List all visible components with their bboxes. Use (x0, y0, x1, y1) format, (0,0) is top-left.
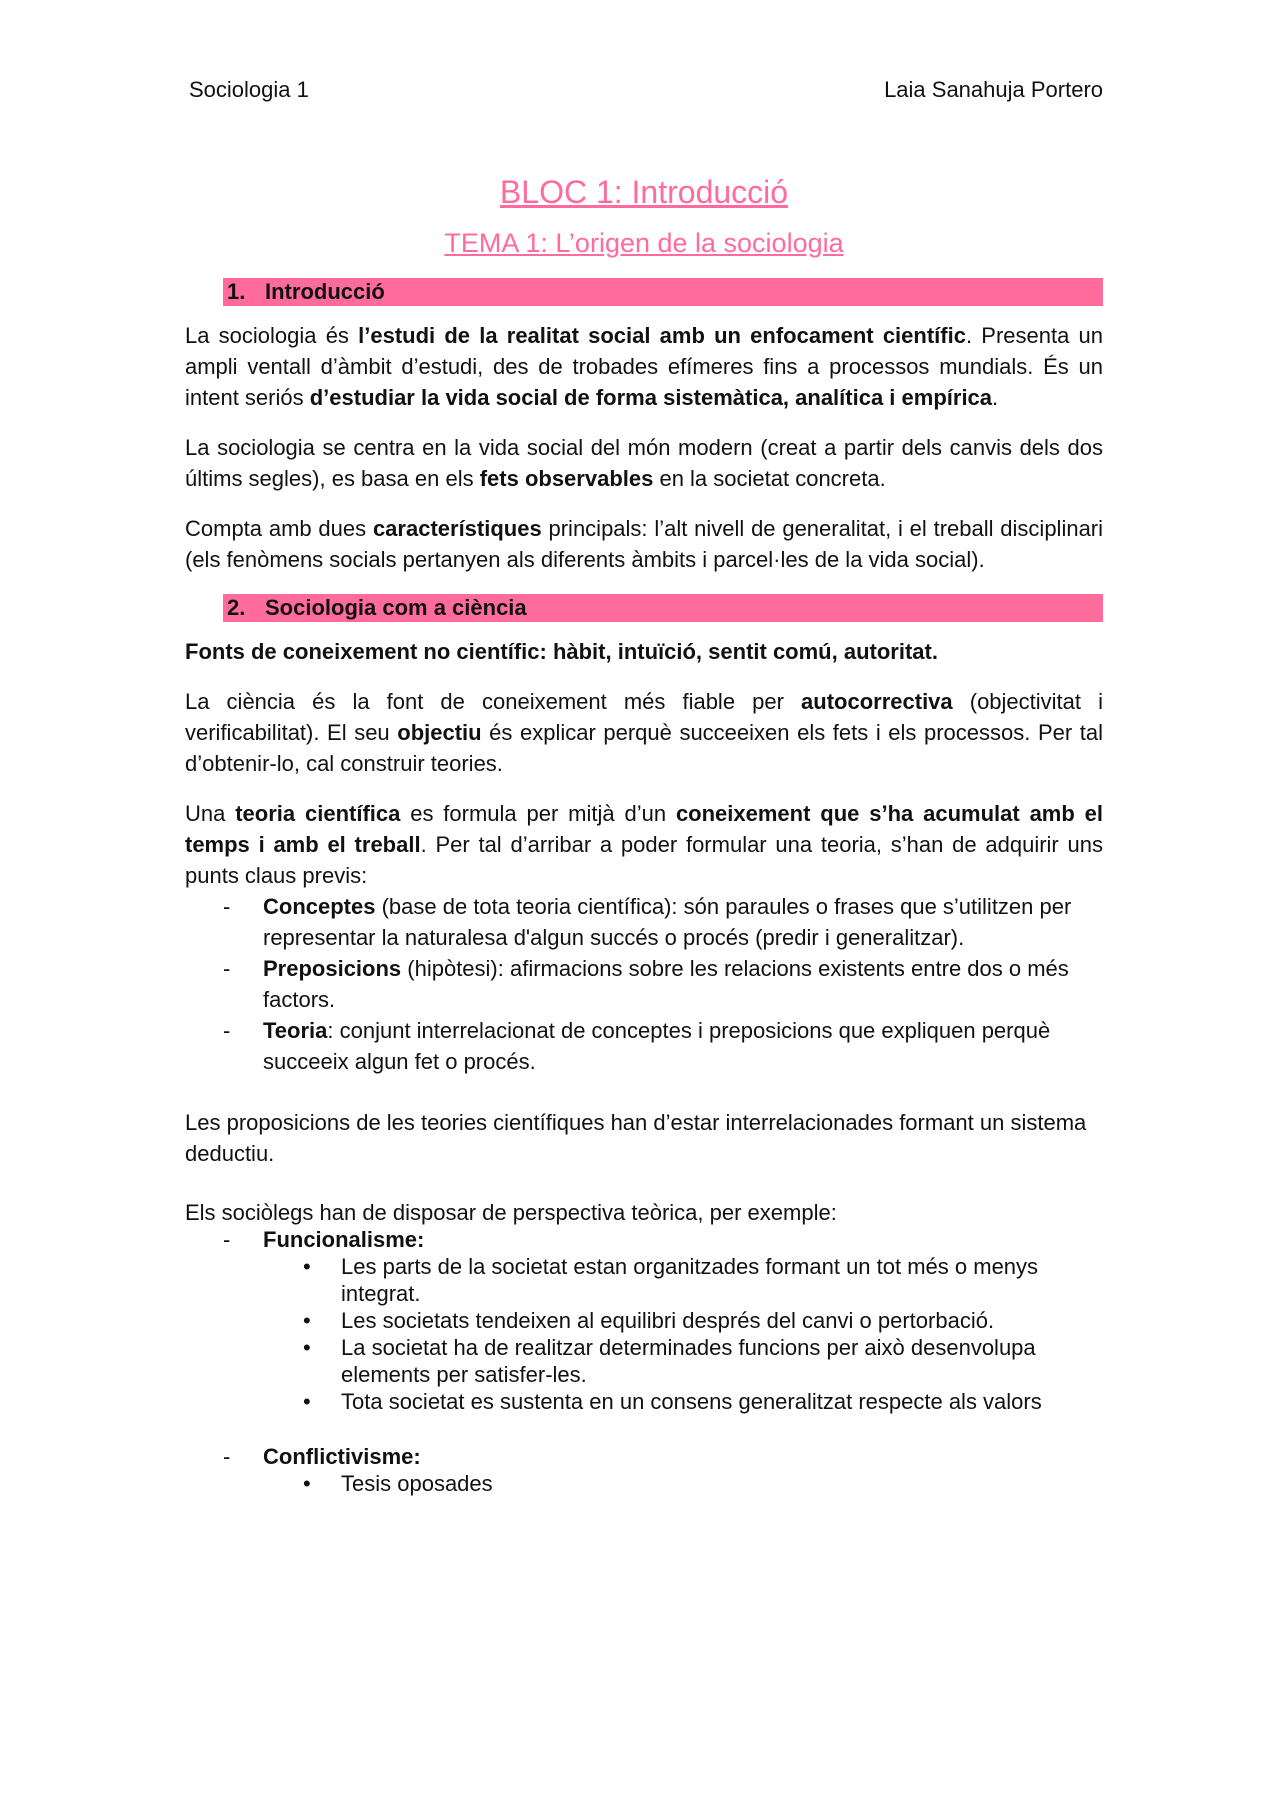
key-points-list (185, 891, 1103, 1077)
bold-text: l’estudi de la realitat social amb un enfocament científic (358, 323, 966, 348)
text: Compta amb dues (185, 516, 373, 541)
bold-text: Preposicions (263, 956, 402, 981)
bullet-marker: • (303, 1254, 311, 1279)
paragraph (185, 513, 1103, 575)
header-course: Sociologia 1 (189, 77, 309, 102)
bold-text: d’estudiar la vida social de forma sistemàtica, analítica i empírica (309, 385, 993, 410)
list-item (263, 1388, 1103, 1415)
bold-text: Conceptes (263, 894, 376, 919)
section-title: Introducció (265, 279, 385, 304)
funcionalisme-points (185, 1253, 1103, 1415)
paragraph (185, 798, 1103, 891)
text: : conjunt interrelacionat de conceptes i preposicions que expliquen perquè succeeix algun fet o procés. (263, 1018, 1051, 1074)
list-item (185, 953, 1103, 1015)
paragraph (185, 320, 1103, 413)
dash-marker: - (223, 1018, 231, 1043)
bloc-title: BLOC 1: Introducció (499, 174, 789, 210)
bold-text: Funcionalisme: (263, 1227, 425, 1252)
text: Les societats tendeixen al equilibri després del canvi o pertorbació. (341, 1308, 995, 1333)
text: (base de tota teoria científica): són paraules o frases que s’utilitzen per representar la naturalesa d'algun succés o procés (predir i generalitzar). (263, 894, 1072, 950)
list-item (185, 1015, 1103, 1077)
paragraph (185, 432, 1103, 494)
text: és explicar perquè succeeixen els fets i els processos. Per tal d’obtenir-lo, cal construir teories. (185, 720, 1103, 776)
list-item-funcionalisme (185, 1226, 1103, 1253)
conflictivisme-points (185, 1470, 1103, 1497)
perspectives-list (185, 1226, 1103, 1253)
tema-title: TEMA 1: L’origen de la sociologia (444, 228, 844, 258)
paragraph: Els sociòlegs han de disposar de perspectiva teòrica, per exemple: (185, 1200, 837, 1225)
text: Les parts de la societat estan organitzades formant un tot més o menys integrat. (341, 1254, 1039, 1306)
spacer (185, 1415, 1103, 1443)
list-item-conflictivisme (185, 1443, 1103, 1470)
text: Una (185, 801, 236, 826)
dash-marker: - (223, 956, 231, 981)
dash-marker: - (223, 894, 231, 919)
section-title: Sociologia com a ciència (265, 595, 527, 620)
bold-text: autocorrectiva (801, 689, 953, 714)
bold-text: coneixement que s’ha acumulat amb el temps i amb el treball (185, 801, 1104, 857)
paragraph: Les proposicions de les teories científiques han d’estar interrelacionades formant un sistema deductiu. (185, 1110, 1087, 1166)
paragraph-fonts (185, 636, 1103, 667)
perspectives-list-2 (185, 1443, 1103, 1470)
text: (objectivitat i verificabilitat). El seu (185, 689, 1103, 745)
text: La sociologia és (185, 323, 359, 348)
bullet-marker: • (303, 1389, 311, 1414)
section-number: 2. (227, 595, 246, 620)
text: Tesis oposades (341, 1471, 493, 1496)
paragraph (185, 686, 1103, 779)
text: . Presenta un ampli ventall d’àmbit d’estudi, des de trobades efímeres fins a processos mundials. És un intent seriós (185, 323, 1103, 410)
bullet-marker: • (303, 1308, 311, 1333)
bold-text: fets observables (479, 466, 654, 491)
bold-text: característiques (372, 516, 542, 541)
section-heading-ciencia (223, 594, 1103, 622)
text: La sociologia se centra en la vida social del món modern (creat a partir dels canvis dels dos últims segles), es basa en els (185, 435, 1103, 491)
dash-marker: - (223, 1227, 231, 1252)
text: . Per tal d’arribar a poder formular una teoria, s’han de adquirir uns punts claus previs: (185, 832, 1103, 888)
bold-text: Conflictivisme: (263, 1444, 421, 1469)
list-item (263, 1470, 1103, 1497)
text: La societat ha de realitzar determinades funcions per això desenvolupa elements per satisfer-les. (341, 1335, 1036, 1387)
bold-text: Fonts de coneixement no científic: hàbit, intuïció, sentit comú, autoritat. (185, 639, 938, 664)
text: es formula per mitjà d’un (400, 801, 676, 826)
text: principals: l’alt nivell de generalitat, i el treball disciplinari (els fenòmens socials pertanyen als diferents àmbits i parcel·les de la vida social). (185, 516, 1104, 572)
bullet-marker: • (303, 1335, 311, 1360)
document-body (185, 172, 1103, 1497)
list-item (263, 1334, 1103, 1388)
section-heading-introduccio (223, 278, 1103, 306)
text: (hipòtesi): afirmacions sobre les relacions existents entre dos o més factors. (263, 956, 1069, 1012)
text: La ciència és la font de coneixement més fiable per (185, 689, 802, 714)
list-item (263, 1307, 1103, 1334)
list-item (185, 891, 1103, 953)
bold-text: Teoria (263, 1018, 328, 1043)
text: en la societat concreta. (653, 466, 886, 491)
list-item (263, 1253, 1103, 1307)
bold-text: objectiu (397, 720, 482, 745)
text: . (992, 385, 999, 410)
bullet-marker: • (303, 1471, 311, 1496)
header-author: Laia Sanahuja Portero (884, 77, 1103, 102)
dash-marker: - (223, 1444, 231, 1469)
text: Tota societat es sustenta en un consens generalitzat respecte als valors (341, 1389, 1042, 1414)
bold-text: teoria científica (235, 801, 401, 826)
section-number: 1. (227, 279, 246, 304)
